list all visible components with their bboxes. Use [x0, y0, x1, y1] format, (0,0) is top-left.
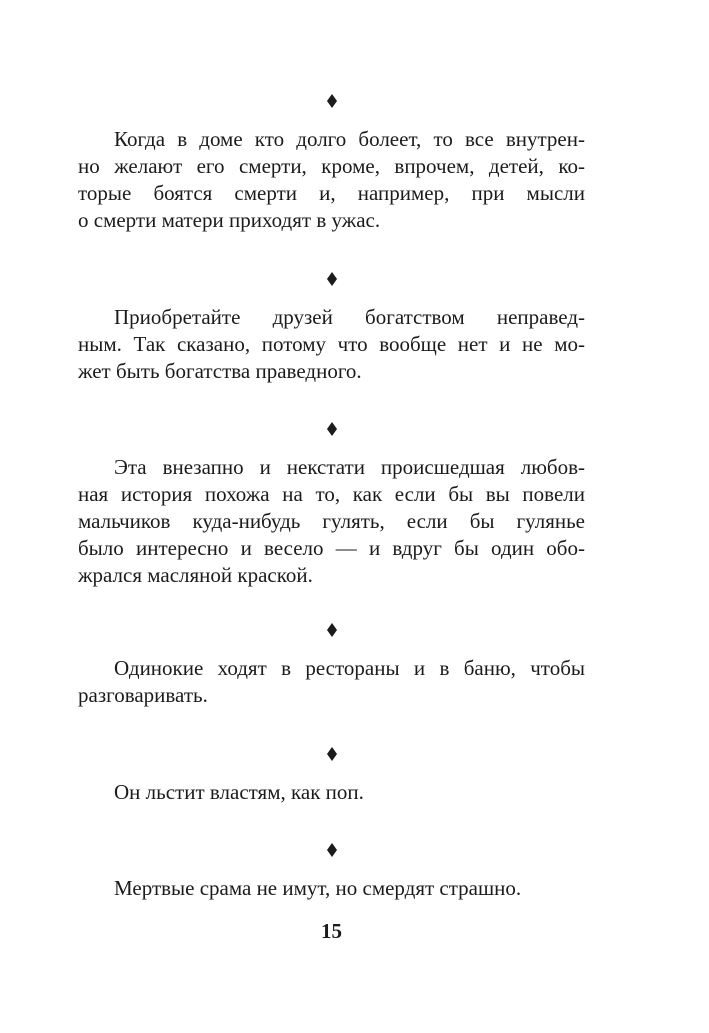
text-line: Мертвые срама не имут, но смердят страшно. — [114, 876, 522, 900]
paragraph — [78, 655, 585, 709]
section-separator — [78, 836, 585, 863]
section-separator — [78, 87, 585, 114]
text-line: жет быть богатства праведного. — [78, 359, 362, 383]
text-line: торые боятся смерти и, например, при мысли — [78, 181, 585, 205]
text-line: ным. Так сказано, потому что вообще нет и не мо- — [78, 332, 585, 356]
diamond-icon — [327, 623, 337, 637]
section-separator — [78, 616, 585, 643]
text-line: о смерти матери приходят в ужас. — [78, 208, 381, 232]
paragraph — [78, 779, 585, 806]
text-line: Эта внезапно и некстати происшедшая любов- — [114, 455, 585, 479]
paragraph — [78, 304, 585, 385]
text-line: Одинокие ходят в рестораны и в баню, чтобы — [114, 656, 585, 680]
text-line: разговаривать. — [78, 683, 208, 707]
section-separator — [78, 265, 585, 292]
diamond-icon — [327, 422, 337, 436]
paragraph — [78, 454, 585, 589]
diamond-icon — [327, 747, 337, 761]
text-column — [78, 0, 585, 945]
text-line: было интересно и весело — и вдруг бы один обо- — [78, 536, 585, 560]
text-line: Когда в доме кто долго болеет, то все внутрен- — [114, 127, 585, 151]
text-line: но желают его смерти, кроме, впрочем, детей, ко- — [78, 154, 585, 178]
section-separator — [78, 415, 585, 442]
paragraph — [78, 126, 585, 234]
text-line: жрался масляной краской. — [78, 563, 313, 587]
page-number: 15 — [321, 919, 342, 943]
text-line: Приобретайте друзей богатством неправед- — [114, 305, 585, 329]
diamond-icon — [327, 94, 337, 108]
paragraph — [78, 875, 585, 902]
text-line: Он льстит властям, как поп. — [114, 780, 364, 804]
diamond-icon — [327, 843, 337, 857]
diamond-icon — [327, 272, 337, 286]
text-line: ная история похожа на то, как если бы вы повели — [78, 482, 585, 506]
text-line: мальчиков куда-нибудь гулять, если бы гулянье — [78, 509, 585, 533]
section-separator — [78, 740, 585, 767]
